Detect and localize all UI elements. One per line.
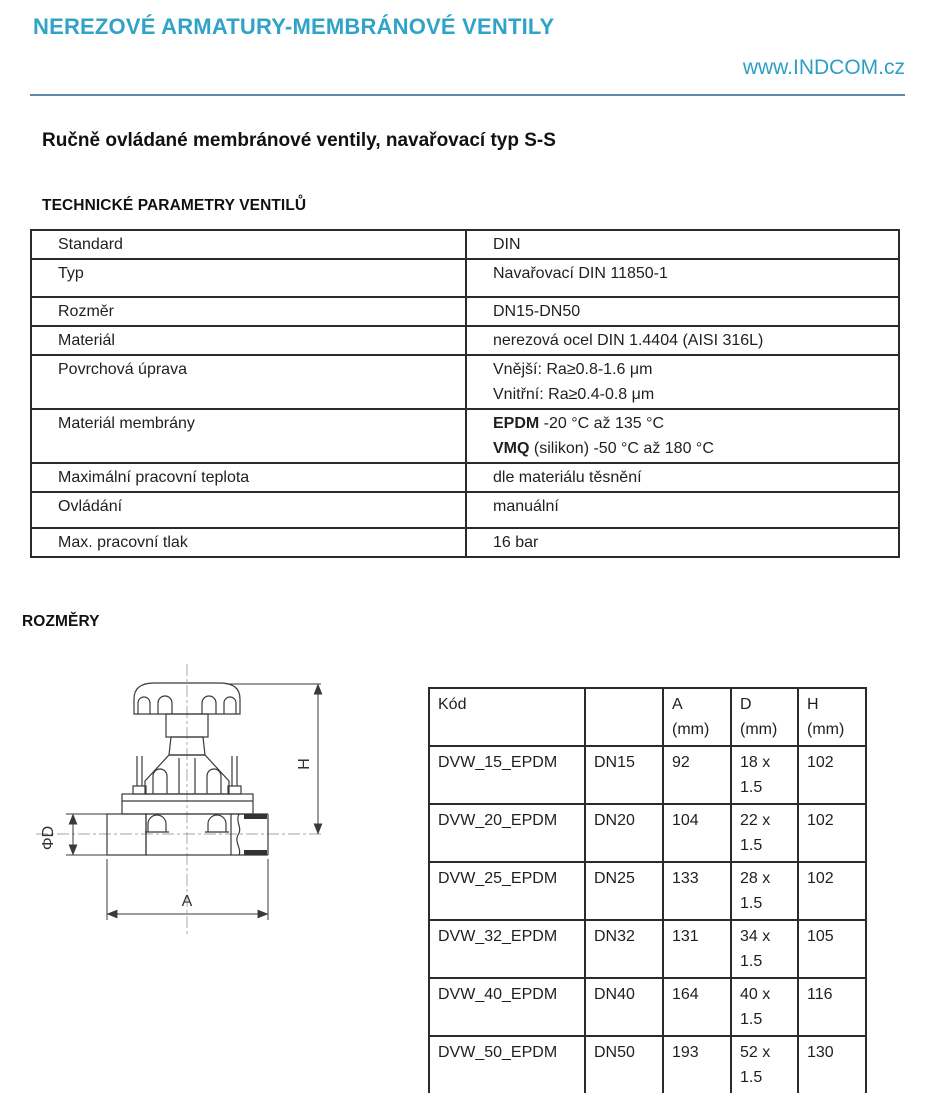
param-value-text: nerezová ocel DIN 1.4404 (AISI 316L) <box>493 332 764 349</box>
param-value-text: 16 bar <box>493 534 539 551</box>
param-value <box>466 492 899 528</box>
param-value-text: DIN <box>493 236 521 253</box>
cell-code: DVW_40_EPDM <box>429 978 585 1036</box>
table-row <box>429 1036 866 1093</box>
param-value <box>466 463 899 492</box>
param-label: Maximální pracovní teplota <box>31 463 466 492</box>
website-link[interactable]: www.INDCOM.cz <box>742 56 905 79</box>
param-label: Materiál membrány <box>31 409 466 463</box>
weld-bevel-mark <box>244 814 267 819</box>
table-header-row <box>429 688 866 746</box>
cell-a: 133 <box>663 862 731 920</box>
cell-d: 34 x 1.5 <box>731 920 798 978</box>
dimensions-heading: ROZMĚRY <box>22 613 100 630</box>
cell-a: 164 <box>663 978 731 1036</box>
cell-d: 18 x 1.5 <box>731 746 798 804</box>
param-value-text: DN15-DN50 <box>493 303 581 320</box>
param-value <box>466 409 899 463</box>
table-row <box>31 355 899 409</box>
valve-body-outline <box>107 683 268 855</box>
col-header-code: Kód <box>429 688 585 746</box>
cell-h: 102 <box>798 804 866 862</box>
cell-a: 131 <box>663 920 731 978</box>
table-row <box>31 528 899 557</box>
cell-h: 102 <box>798 862 866 920</box>
cell-dn: DN15 <box>585 746 663 804</box>
centerlines <box>36 664 323 934</box>
param-value <box>466 259 899 297</box>
table-row <box>31 463 899 492</box>
cell-a: 92 <box>663 746 731 804</box>
param-label: Rozměr <box>31 297 466 326</box>
param-value-bold: EPDM <box>493 415 540 432</box>
param-label: Typ <box>31 259 466 297</box>
technical-parameters-table <box>30 229 900 558</box>
cell-d: 22 x 1.5 <box>731 804 798 862</box>
cell-dn: DN20 <box>585 804 663 862</box>
param-value-text: Navařovací DIN 11850-1 <box>493 265 668 282</box>
table-row <box>429 804 866 862</box>
valve-technical-drawing <box>30 652 330 947</box>
param-label: Povrchová úprava <box>31 355 466 409</box>
table-row <box>31 297 899 326</box>
param-value-text: (silikon) -50 °C až 180 °C <box>529 440 714 457</box>
cell-d: 52 x 1.5 <box>731 1036 798 1093</box>
table-row <box>31 230 899 259</box>
col-header-h: H (mm) <box>798 688 866 746</box>
param-value <box>466 528 899 557</box>
cell-d: 40 x 1.5 <box>731 978 798 1036</box>
table-row <box>429 920 866 978</box>
table-row <box>429 978 866 1036</box>
table-row <box>31 409 899 463</box>
cell-code: DVW_50_EPDM <box>429 1036 585 1093</box>
cell-dn: DN50 <box>585 1036 663 1093</box>
cell-dn: DN25 <box>585 862 663 920</box>
param-label: Max. pracovní tlak <box>31 528 466 557</box>
col-header-dn <box>585 688 663 746</box>
weld-bevel-mark <box>244 850 267 855</box>
tech-params-heading: TECHNICKÉ PARAMETRY VENTILŮ <box>42 197 307 214</box>
param-value <box>466 326 899 355</box>
header-divider <box>30 94 905 96</box>
page-title: NEREZOVÉ ARMATURY-MEMBRÁNOVÉ VENTILY <box>33 14 555 39</box>
dim-label-h: H <box>296 758 313 770</box>
dim-label-a: A <box>181 893 193 910</box>
param-label: Standard <box>31 230 466 259</box>
cell-a: 104 <box>663 804 731 862</box>
cell-code: DVW_32_EPDM <box>429 920 585 978</box>
dim-label-diameter: ΦD <box>40 825 57 851</box>
param-value-bold: VMQ <box>493 440 530 457</box>
cell-h: 105 <box>798 920 866 978</box>
param-label: Ovládání <box>31 492 466 528</box>
param-value-text: -20 °C až 135 °C <box>539 415 665 432</box>
param-label: Materiál <box>31 326 466 355</box>
table-row <box>31 259 899 297</box>
table-row <box>31 326 899 355</box>
dimension-lines <box>66 684 321 920</box>
param-value <box>466 230 899 259</box>
cell-dn: DN32 <box>585 920 663 978</box>
param-value-text: dle materiálu těsnění <box>493 469 642 486</box>
table-row <box>429 862 866 920</box>
param-value <box>466 355 899 409</box>
table-row <box>429 746 866 804</box>
cell-code: DVW_25_EPDM <box>429 862 585 920</box>
cell-h: 102 <box>798 746 866 804</box>
col-header-a: A (mm) <box>663 688 731 746</box>
col-header-d: D (mm) <box>731 688 798 746</box>
cell-h: 130 <box>798 1036 866 1093</box>
param-value-text: manuální <box>493 498 559 515</box>
cell-h: 116 <box>798 978 866 1036</box>
dimensions-table <box>428 687 867 1093</box>
cell-a: 193 <box>663 1036 731 1093</box>
cell-code: DVW_15_EPDM <box>429 746 585 804</box>
table-row <box>31 492 899 528</box>
param-value-text: Vnitřní: Ra≥0.4-0.8 μm <box>493 386 655 403</box>
param-value <box>466 297 899 326</box>
cell-code: DVW_20_EPDM <box>429 804 585 862</box>
document-title: Ručně ovládané membránové ventily, navařovací typ S-S <box>42 130 556 151</box>
cell-dn: DN40 <box>585 978 663 1036</box>
param-value-text: Vnější: Ra≥0.8-1.6 μm <box>493 361 653 378</box>
cell-d: 28 x 1.5 <box>731 862 798 920</box>
